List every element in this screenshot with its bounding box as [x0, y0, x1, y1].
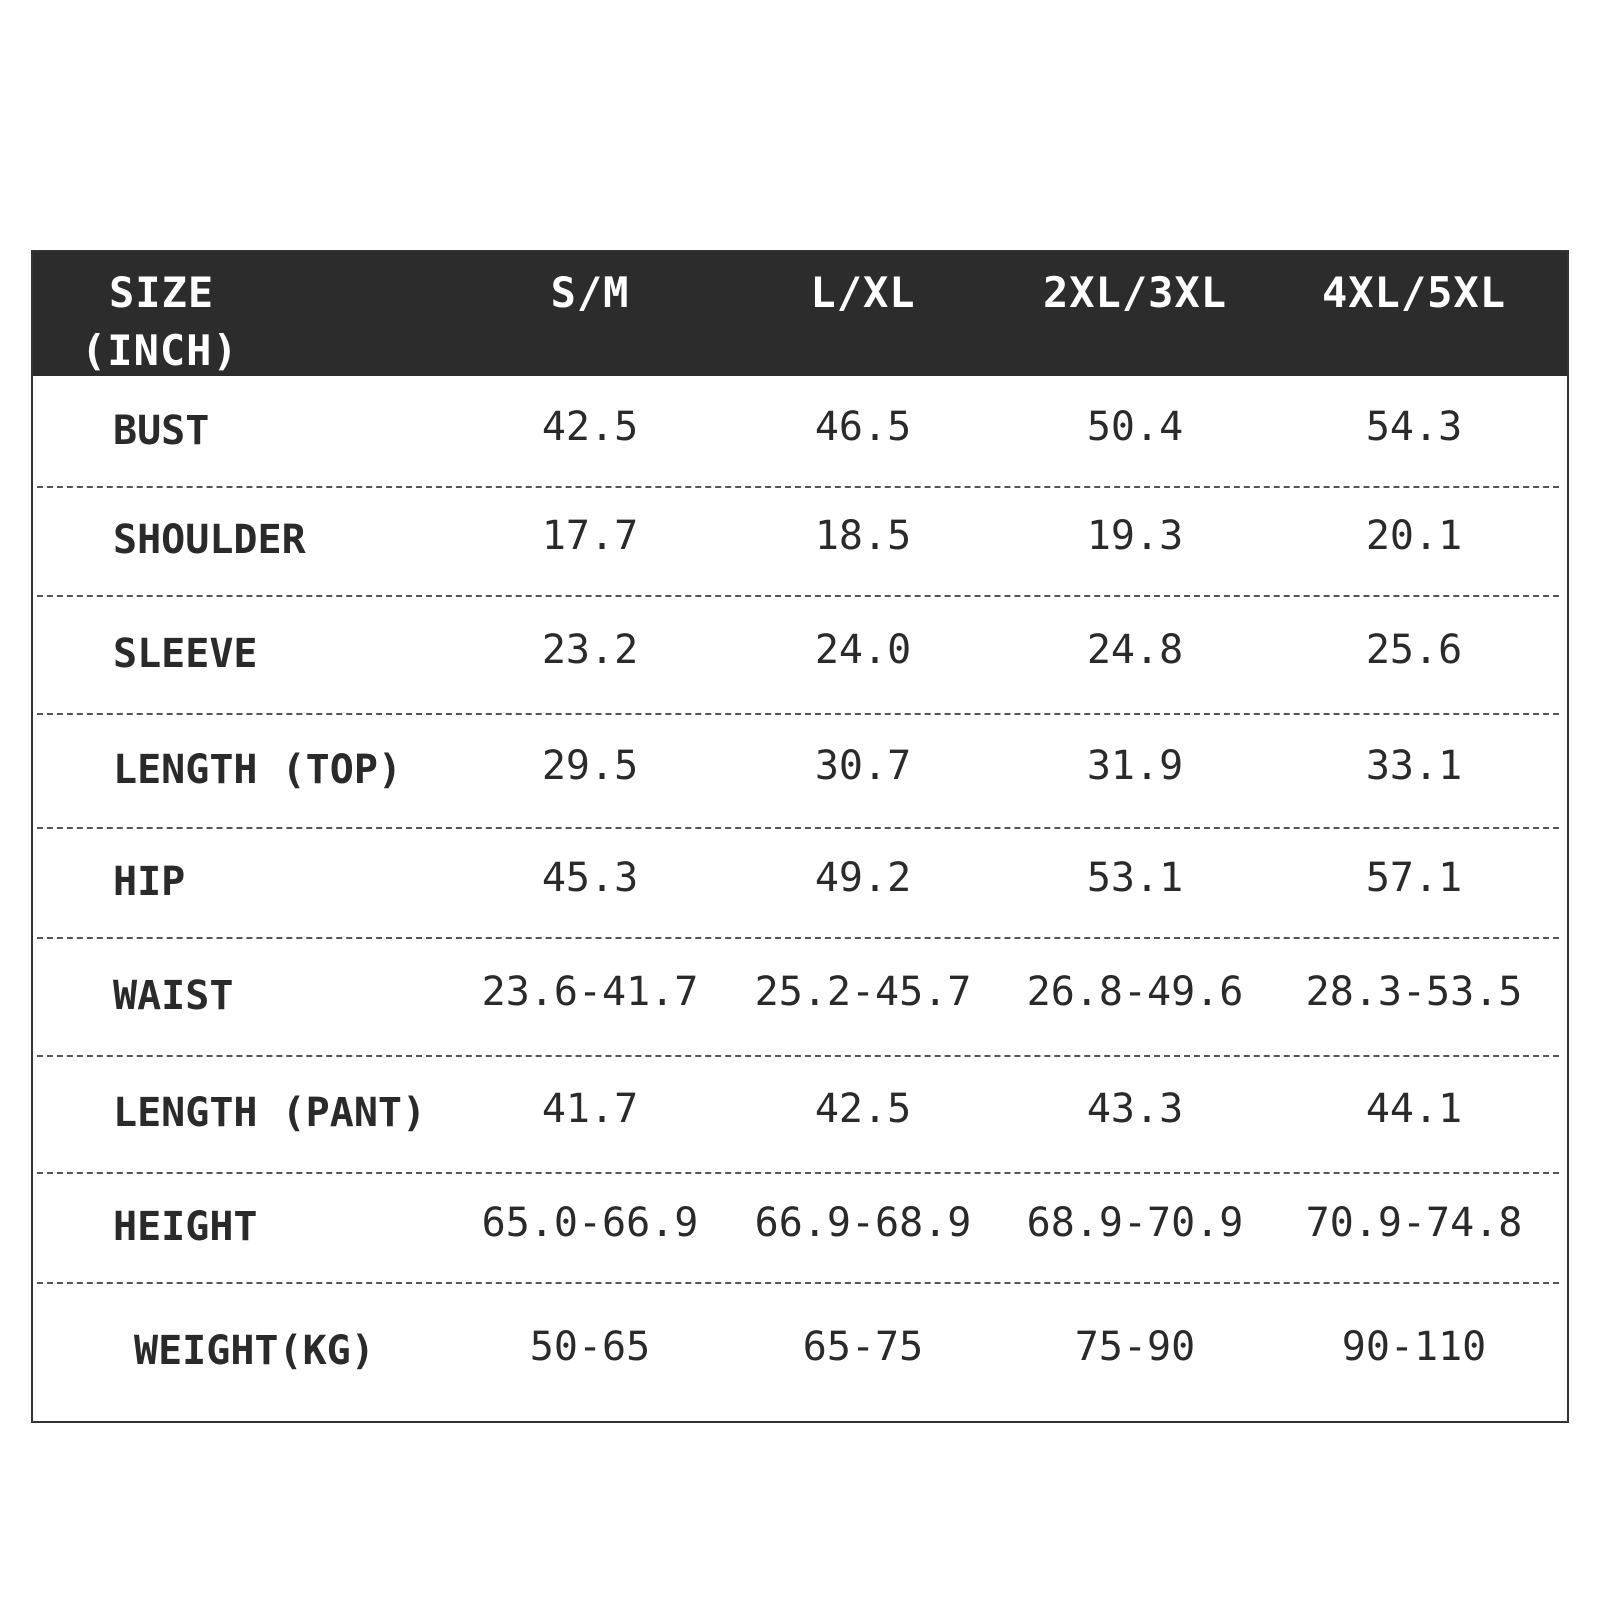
table-cell: 66.9-68.9 — [754, 1200, 972, 1246]
table-row — [33, 1172, 1567, 1282]
row-label-sleeve: SLEEVE — [113, 631, 258, 677]
table-cell: 68.9-70.9 — [1026, 1200, 1244, 1246]
table-cell: 17.7 — [541, 513, 639, 559]
table-cell: 57.1 — [1365, 855, 1463, 901]
row-label-waist: WAIST — [113, 973, 234, 1019]
table-cell: 23.2 — [541, 627, 639, 673]
size-chart-table — [31, 250, 1569, 1423]
table-cell: 28.3-53.5 — [1305, 969, 1523, 1015]
table-cell: 41.7 — [541, 1086, 639, 1132]
row-label-shoulder: SHOULDER — [113, 517, 306, 563]
table-cell: 42.5 — [814, 1086, 912, 1132]
table-row — [33, 827, 1567, 937]
table-row — [33, 486, 1567, 595]
table-cell: 43.3 — [1086, 1086, 1184, 1132]
table-cell: 70.9-74.8 — [1305, 1200, 1523, 1246]
size-unit-label: (INCH) — [81, 326, 239, 375]
table-cell: 50.4 — [1086, 404, 1184, 450]
table-row — [33, 376, 1567, 486]
table-cell: 24.8 — [1086, 627, 1184, 673]
table-cell: 29.5 — [541, 743, 639, 789]
table-cell: 50-65 — [529, 1324, 651, 1370]
table-cell: 30.7 — [814, 743, 912, 789]
table-cell: 23.6-41.7 — [481, 969, 699, 1015]
table-cell: 24.0 — [814, 627, 912, 673]
table-cell: 19.3 — [1086, 513, 1184, 559]
row-label-hip: HIP — [113, 859, 186, 905]
table-cell: 65-75 — [802, 1324, 924, 1370]
row-label-weight: WEIGHT(KG) — [134, 1328, 375, 1374]
row-label-length-top: LENGTH (TOP) — [113, 747, 402, 793]
table-cell: 25.2-45.7 — [754, 969, 972, 1015]
table-cell: 54.3 — [1365, 404, 1463, 450]
table-row — [33, 595, 1567, 713]
table-cell: 33.1 — [1365, 743, 1463, 789]
table-header — [33, 252, 1567, 376]
table-cell: 20.1 — [1365, 513, 1463, 559]
row-label-length-pant: LENGTH (PANT) — [113, 1090, 427, 1136]
table-row — [33, 713, 1567, 827]
table-cell: 90-110 — [1341, 1324, 1487, 1370]
column-header-2xl-3xl: 2XL/3XL — [1042, 268, 1227, 317]
table-cell: 26.8-49.6 — [1026, 969, 1244, 1015]
table-cell: 75-90 — [1074, 1324, 1196, 1370]
table-cell: 65.0-66.9 — [481, 1200, 699, 1246]
table-row — [33, 937, 1567, 1055]
row-label-bust: BUST — [113, 408, 210, 454]
table-cell: 53.1 — [1086, 855, 1184, 901]
table-cell: 31.9 — [1086, 743, 1184, 789]
table-cell: 42.5 — [541, 404, 639, 450]
table-row — [33, 1282, 1567, 1421]
table-cell: 46.5 — [814, 404, 912, 450]
size-header-label: SIZE — [109, 268, 215, 317]
table-cell: 18.5 — [814, 513, 912, 559]
table-cell: 25.6 — [1365, 627, 1463, 673]
column-header-s-m: S/M — [550, 268, 630, 317]
table-cell: 49.2 — [814, 855, 912, 901]
table-row — [33, 1055, 1567, 1172]
table-cell: 44.1 — [1365, 1086, 1463, 1132]
column-header-l-xl: L/XL — [810, 268, 916, 317]
size-header-cell — [33, 252, 453, 376]
table-cell: 45.3 — [541, 855, 639, 901]
row-label-height: HEIGHT — [113, 1204, 258, 1250]
column-header-4xl-5xl: 4XL/5XL — [1321, 268, 1506, 317]
